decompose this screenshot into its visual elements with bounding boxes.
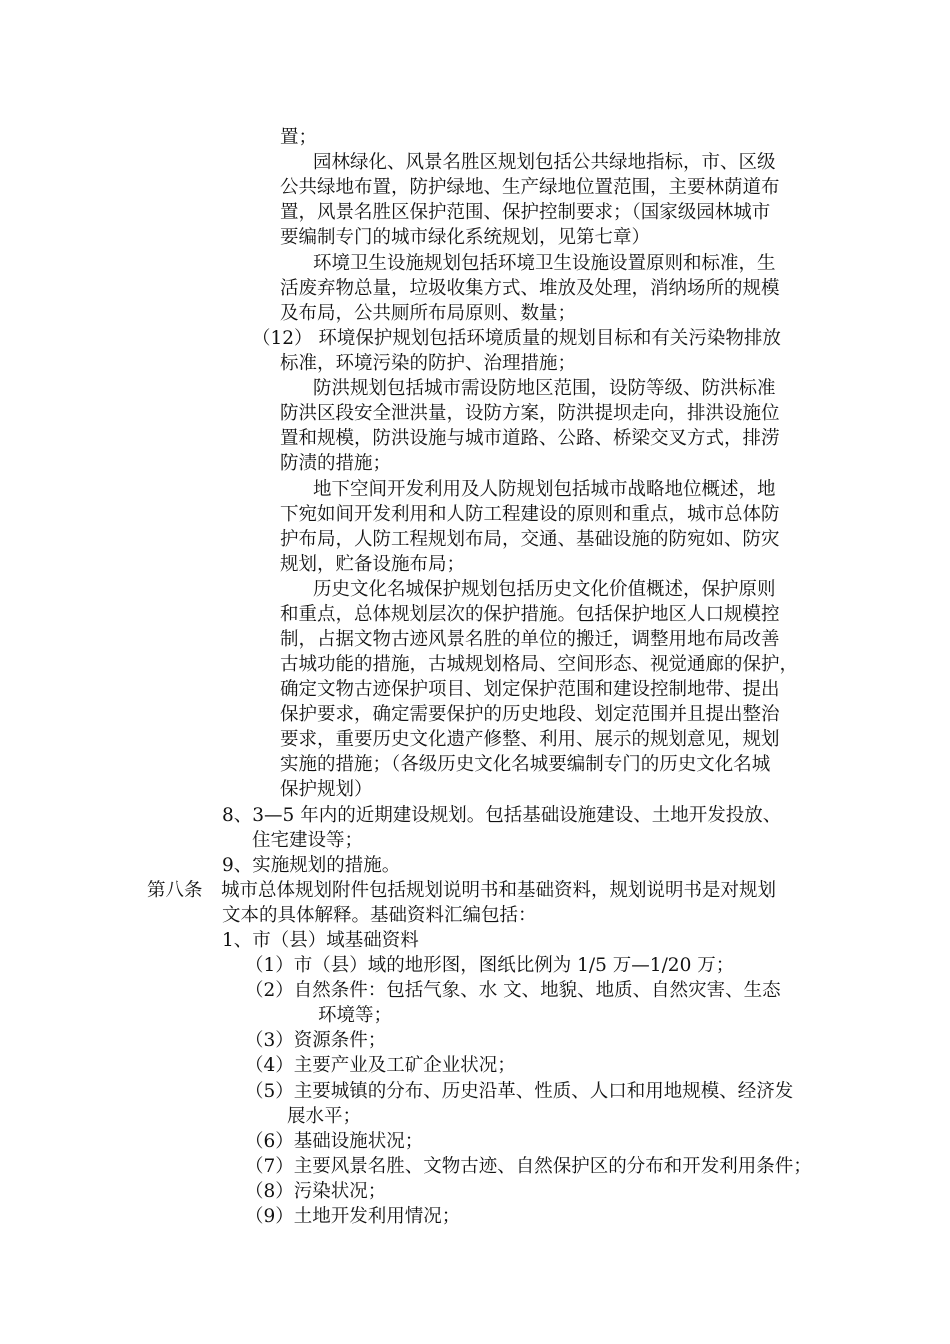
text-line: 活废弃物总量，垃圾收集方式、堆放及处理，消纳场所的规模 bbox=[280, 278, 780, 299]
numbered-item-line: （12） 环境保护规划包括环境质量的规划目标和有关污染物排放 bbox=[252, 328, 781, 349]
text-line: 要求，重要历史文化遗产修整、利用、展示的规划意见，规划 bbox=[280, 729, 780, 750]
text-line: 及布局，公共厕所布局原则、数量； bbox=[280, 303, 577, 324]
paragraph-line: 历史文化名城保护规划包括历史文化价值概述，保护原则 bbox=[313, 579, 776, 600]
text-line: 环境等； bbox=[318, 1005, 393, 1026]
sub-item-line: （5）主要城镇的分布、历史沿革、性质、人口和用地规模、经济发 bbox=[245, 1081, 794, 1102]
text-line: 置； bbox=[280, 127, 318, 148]
text-line: 展水平； bbox=[287, 1106, 362, 1127]
sub-item-line: （1）市（县）域的地形图，图纸比例为 1/5 万—1/20 万； bbox=[245, 955, 735, 976]
text-line: 古城功能的措施，古城规划格局、空间形态、视觉通廊的保护， bbox=[280, 654, 799, 675]
text-line: 保护规划） bbox=[280, 779, 373, 800]
sub-item-line: （9）土地开发利用情况； bbox=[245, 1206, 461, 1227]
paragraph-line: 园林绿化、风景名胜区规划包括公共绿地指标，市、区级 bbox=[313, 152, 776, 173]
text-line: 护布局，人防工程规划布局，交通、基础设施的防宛如、防灾 bbox=[280, 529, 780, 550]
text-line: 规划，贮备设施布局； bbox=[280, 554, 466, 575]
text-line: 公共绿地布置，防护绿地、生产绿地位置范围，主要林荫道布 bbox=[280, 177, 780, 198]
numbered-item-line: 1、市（县）域基础资料 bbox=[222, 930, 419, 951]
paragraph-line: 地下空间开发利用及人防规划包括城市战略地位概述，地 bbox=[313, 479, 776, 500]
text-line: 防渍的措施； bbox=[280, 453, 392, 474]
text-line: 置和规模，防洪设施与城市道路、公路、桥梁交叉方式，排涝 bbox=[280, 428, 780, 449]
text-line: 制，占据文物古迹风景名胜的单位的搬迁，调整用地布局改善 bbox=[280, 629, 780, 650]
text-line: 要编制专门的城市绿化系统规划，见第七章） bbox=[280, 227, 651, 248]
text-line: 住宅建设等； bbox=[252, 830, 364, 851]
sub-item-line: （8）污染状况； bbox=[245, 1181, 387, 1202]
text-line: 和重点，总体规划层次的保护措施。包括保护地区人口规模控 bbox=[280, 604, 780, 625]
text-line: 确定文物古迹保护项目、划定保护范围和建设控制地带、提出 bbox=[280, 679, 780, 700]
paragraph-line: 环境卫生设施规划包括环境卫生设施设置原则和标准，生 bbox=[313, 253, 776, 274]
text-line: 下宛如间开发利用和人防工程建设的原则和重点，城市总体防 bbox=[280, 504, 780, 525]
sub-item-line: （3）资源条件； bbox=[245, 1030, 387, 1051]
text-line: 文本的具体解释。基础资料汇编包括： bbox=[222, 905, 537, 926]
article-heading-line: 第八条 城市总体规划附件包括规划说明书和基础资料，规划说明书是对规划 bbox=[147, 880, 777, 901]
paragraph-line: 防洪规划包括城市需设防地区范围，设防等级、防洪标准 bbox=[313, 378, 776, 399]
numbered-item-line: 9、实施规划的措施。 bbox=[222, 855, 401, 876]
numbered-item-line: 8、3—5 年内的近期建设规划。包括基础设施建设、土地开发投放、 bbox=[222, 805, 782, 826]
text-line: 实施的措施；（各级历史文化名城要编制专门的历史文化名城 bbox=[280, 754, 771, 775]
text-line: 保护要求，确定需要保护的历史地段、划定范围并且提出整治 bbox=[280, 704, 780, 725]
sub-item-line: （7）主要风景名胜、文物古迹、自然保护区的分布和开发利用条件； bbox=[245, 1156, 812, 1177]
text-line: 标准，环境污染的防护、治理措施； bbox=[280, 353, 577, 374]
text-line: 防洪区段安全泄洪量，设防方案，防洪提坝走向，排洪设施位 bbox=[280, 403, 780, 424]
text-line: 置，风景名胜区保护范围、保护控制要求；（国家级园林城市 bbox=[280, 202, 771, 223]
sub-item-line: （4）主要产业及工矿企业状况； bbox=[245, 1055, 516, 1076]
sub-item-line: （6）基础设施状况； bbox=[245, 1131, 424, 1152]
sub-item-line: （2）自然条件：包括气象、水 文、地貌、地质、自然灾害、生态 bbox=[245, 980, 781, 1001]
